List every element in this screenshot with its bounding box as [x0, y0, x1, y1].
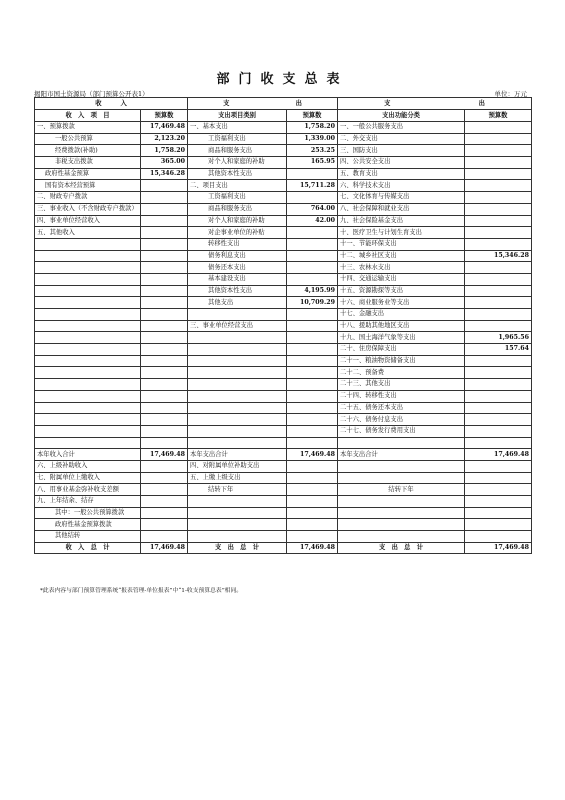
- income-budget: 2,123.20: [141, 133, 188, 145]
- income-budget: [141, 203, 188, 215]
- func-item: 十七、金融支出: [338, 309, 465, 321]
- func-budget: [465, 484, 532, 496]
- econ-item: [188, 355, 287, 367]
- col-budget-3: 预算数: [465, 110, 532, 122]
- income-budget: 17,469.48: [141, 542, 188, 554]
- econ-budget: [287, 425, 338, 437]
- func-item: 一、一般公共服务支出: [338, 122, 465, 134]
- income-budget: 365.00: [141, 157, 188, 169]
- func-budget: [465, 309, 532, 321]
- func-budget: [465, 379, 532, 391]
- func-budget: [465, 192, 532, 204]
- income-budget: [141, 215, 188, 227]
- income-item: [35, 250, 141, 262]
- income-item: 一般公共预算: [35, 133, 141, 145]
- econ-item: [188, 367, 287, 379]
- econ-budget: 4,195.99: [287, 285, 338, 297]
- table-row: [35, 519, 532, 531]
- func-item: [338, 460, 465, 472]
- table-row: [35, 180, 532, 192]
- func-item: 十四、交通运输支出: [338, 273, 465, 285]
- econ-budget: [287, 402, 338, 414]
- income-budget: 1,758.20: [141, 145, 188, 157]
- econ-item: 二、项目支出: [188, 180, 287, 192]
- income-budget: [141, 472, 188, 484]
- table-row: [35, 145, 532, 157]
- func-item: 五、教育支出: [338, 168, 465, 180]
- func-budget: [465, 460, 532, 472]
- econ-budget: [287, 250, 338, 262]
- income-item: [35, 355, 141, 367]
- income-item: 其中：一般公共预算拨款: [35, 507, 141, 519]
- econ-budget: [287, 227, 338, 239]
- income-item: [35, 297, 141, 309]
- econ-budget: 1,758.20: [287, 122, 338, 134]
- func-budget: [465, 355, 532, 367]
- table-row: [35, 297, 532, 309]
- table-row: [35, 285, 532, 297]
- income-item: 非税支出拨款: [35, 157, 141, 169]
- econ-budget: [287, 531, 338, 543]
- econ-item: 一、基本支出: [188, 122, 287, 134]
- func-budget: 17,469.48: [465, 449, 532, 461]
- income-budget: 15,346.28: [141, 168, 188, 180]
- econ-item: 其他支出: [188, 297, 287, 309]
- econ-item: 五、上缴上级支出: [188, 472, 287, 484]
- func-budget: [465, 472, 532, 484]
- func-item: 十八、援助其他地区支出: [338, 320, 465, 332]
- exp2-header-left: 支: [384, 99, 391, 107]
- table-row: [35, 390, 532, 402]
- income-item: 六、上级补助收入: [35, 460, 141, 472]
- func-item: [338, 496, 465, 508]
- income-item: [35, 414, 141, 426]
- func-budget: [465, 507, 532, 519]
- econ-budget: 165.95: [287, 157, 338, 169]
- table-row: [35, 496, 532, 508]
- income-item: 八、用事业基金弥补收支差额: [35, 484, 141, 496]
- income-budget: [141, 484, 188, 496]
- func-item: [338, 531, 465, 543]
- table-row: [35, 414, 532, 426]
- econ-budget: [287, 355, 338, 367]
- exp2-header-right: 出: [478, 99, 485, 107]
- income-item: 九、上年结余、结存: [35, 496, 141, 508]
- func-budget: [465, 215, 532, 227]
- econ-item: [188, 414, 287, 426]
- func-item: 结转下年: [338, 484, 465, 496]
- expenditure-func-group-header: [338, 98, 532, 110]
- econ-item: 对个人和家庭的补助: [188, 215, 287, 227]
- income-item: [35, 273, 141, 285]
- econ-item: 其他资本性支出: [188, 285, 287, 297]
- income-item: 二、财政专户拨款: [35, 192, 141, 204]
- func-item: 十二、城乡社区支出: [338, 250, 465, 262]
- table-row: [35, 542, 532, 554]
- income-budget: [141, 507, 188, 519]
- func-budget: [465, 157, 532, 169]
- income-item: [35, 262, 141, 274]
- table-row: [35, 449, 532, 461]
- income-item: 一、预算拨款: [35, 122, 141, 134]
- income-budget: [141, 460, 188, 472]
- income-budget: [141, 355, 188, 367]
- func-budget: [465, 437, 532, 449]
- func-budget: 1,965.56: [465, 332, 532, 344]
- func-item: [338, 437, 465, 449]
- econ-item: 其他资本性支出: [188, 168, 287, 180]
- table-row: [35, 402, 532, 414]
- income-item: 政府性基金预算: [35, 168, 141, 180]
- econ-budget: [287, 519, 338, 531]
- income-budget: [141, 425, 188, 437]
- table-row: [35, 227, 532, 239]
- func-budget: [465, 390, 532, 402]
- econ-item: [188, 379, 287, 391]
- income-budget: [141, 332, 188, 344]
- econ-item: [188, 390, 287, 402]
- func-item: 二十三、其他支出: [338, 379, 465, 391]
- econ-item: 对企事业单位的补贴: [188, 227, 287, 239]
- income-budget: [141, 238, 188, 250]
- income-item: 政府性基金预算拨款: [35, 519, 141, 531]
- func-budget: [465, 262, 532, 274]
- func-item: 二十五、债务还本支出: [338, 402, 465, 414]
- econ-budget: [287, 379, 338, 391]
- func-budget: [465, 168, 532, 180]
- income-item: [35, 379, 141, 391]
- func-budget: [465, 227, 532, 239]
- func-item: 六、科学技术支出: [338, 180, 465, 192]
- table-row: [35, 168, 532, 180]
- econ-budget: 764.00: [287, 203, 338, 215]
- func-budget: [465, 519, 532, 531]
- econ-budget: [287, 309, 338, 321]
- func-budget: [465, 531, 532, 543]
- func-budget: 17,469.48: [465, 542, 532, 554]
- func-item: 二十二、预备费: [338, 367, 465, 379]
- income-budget: [141, 379, 188, 391]
- econ-item: 工资福利支出: [188, 192, 287, 204]
- income-budget: 17,469.48: [141, 449, 188, 461]
- budget-summary-table: [34, 97, 532, 554]
- econ-budget: [287, 262, 338, 274]
- func-item: 二十六、债务付息支出: [338, 414, 465, 426]
- econ-budget: [287, 367, 338, 379]
- col-budget-2: 预算数: [287, 110, 338, 122]
- income-budget: [141, 262, 188, 274]
- econ-budget: 1,339.00: [287, 133, 338, 145]
- income-budget: [141, 344, 188, 356]
- econ-item: [188, 402, 287, 414]
- income-budget: [141, 250, 188, 262]
- func-item: 支 出 总 计: [338, 542, 465, 554]
- func-item: 七、文化体育与传媒支出: [338, 192, 465, 204]
- econ-budget: [287, 332, 338, 344]
- func-item: 二十、住房保障支出: [338, 344, 465, 356]
- income-item: 三、事业收入（不含财政专户拨款）: [35, 203, 141, 215]
- table-row: [35, 192, 532, 204]
- income-group-header: 收 入: [35, 98, 188, 110]
- econ-item: [188, 309, 287, 321]
- econ-item: [188, 425, 287, 437]
- econ-item: 本年支出合计: [188, 449, 287, 461]
- income-item: 国有资本经营预算: [35, 180, 141, 192]
- econ-item: [188, 496, 287, 508]
- table-row: [35, 531, 532, 543]
- func-item: 二十四、转移性支出: [338, 390, 465, 402]
- func-budget: [465, 122, 532, 134]
- econ-budget: [287, 507, 338, 519]
- econ-item: 商品和服务支出: [188, 203, 287, 215]
- income-item: 本年收入合计: [35, 449, 141, 461]
- income-item: 七、附属单位上缴收入: [35, 472, 141, 484]
- func-item: 十三、农林水支出: [338, 262, 465, 274]
- econ-budget: 10,709.29: [287, 297, 338, 309]
- econ-budget: [287, 390, 338, 402]
- func-item: 九、社会保险基金支出: [338, 215, 465, 227]
- econ-budget: [287, 238, 338, 250]
- func-item: 二十一、粮油物资储备支出: [338, 355, 465, 367]
- econ-item: [188, 519, 287, 531]
- func-budget: [465, 496, 532, 508]
- econ-budget: 253.25: [287, 145, 338, 157]
- func-budget: [465, 367, 532, 379]
- econ-budget: 15,711.28: [287, 180, 338, 192]
- table-row: [35, 320, 532, 332]
- table-row: [35, 332, 532, 344]
- col-func-category: 支出功能分类: [338, 110, 465, 122]
- econ-item: 工资福利支出: [188, 133, 287, 145]
- exp-header-left: 支: [223, 99, 230, 107]
- footnote: *此表内容与部门预算管理系统“报表管理-单位报表”中“1-收支预算总表”相同。: [40, 588, 243, 594]
- income-budget: [141, 367, 188, 379]
- econ-budget: [287, 484, 338, 496]
- func-budget: [465, 133, 532, 145]
- income-item: 四、事业单位经营收入: [35, 215, 141, 227]
- func-item: 十一、节能环保支出: [338, 238, 465, 250]
- table-row: [35, 203, 532, 215]
- table-row: [35, 484, 532, 496]
- func-item: 二、外交支出: [338, 133, 465, 145]
- table-row: [35, 215, 532, 227]
- func-budget: [465, 238, 532, 250]
- income-budget: [141, 227, 188, 239]
- income-item: [35, 367, 141, 379]
- income-item: 收 入 总 计: [35, 542, 141, 554]
- income-budget: [141, 192, 188, 204]
- table-row: [35, 133, 532, 145]
- econ-budget: [287, 496, 338, 508]
- econ-item: 对个人和家庭的补助: [188, 157, 287, 169]
- income-budget: [141, 437, 188, 449]
- econ-budget: [287, 192, 338, 204]
- econ-budget: [287, 168, 338, 180]
- econ-item: [188, 507, 287, 519]
- econ-budget: [287, 472, 338, 484]
- income-budget: [141, 531, 188, 543]
- income-item: [35, 402, 141, 414]
- func-item: [338, 472, 465, 484]
- table-row: [35, 460, 532, 472]
- func-budget: [465, 145, 532, 157]
- econ-budget: [287, 344, 338, 356]
- econ-item: 四、对附属单位补助支出: [188, 460, 287, 472]
- income-budget: [141, 285, 188, 297]
- income-budget: [141, 320, 188, 332]
- func-budget: 15,346.28: [465, 250, 532, 262]
- col-budget-1: 预算数: [141, 110, 188, 122]
- func-item: 三、国防支出: [338, 145, 465, 157]
- func-item: 二十七、债务发行费用支出: [338, 425, 465, 437]
- table-row: [35, 122, 532, 134]
- table-row: [35, 309, 532, 321]
- econ-item: 三、事业单位经营支出: [188, 320, 287, 332]
- table-row: [35, 425, 532, 437]
- econ-item: 债务利息支出: [188, 250, 287, 262]
- unit-label: 揭阳市国土资源局（部门预算公开表1）: [34, 90, 149, 98]
- income-item: [35, 320, 141, 332]
- func-item: 四、公共安全支出: [338, 157, 465, 169]
- econ-budget: [287, 460, 338, 472]
- econ-item: [188, 332, 287, 344]
- income-budget: [141, 496, 188, 508]
- income-budget: [141, 297, 188, 309]
- table-row: [35, 262, 532, 274]
- table-row: [35, 157, 532, 169]
- econ-item: [188, 531, 287, 543]
- col-income-item: 收 入 项 目: [35, 110, 141, 122]
- econ-item: [188, 437, 287, 449]
- income-budget: [141, 273, 188, 285]
- page-title: 部门收支总表: [216, 72, 349, 87]
- econ-budget: [287, 414, 338, 426]
- func-item: 十六、商业服务业等支出: [338, 297, 465, 309]
- func-budget: [465, 273, 532, 285]
- econ-budget: [287, 320, 338, 332]
- income-budget: [141, 402, 188, 414]
- income-item: [35, 437, 141, 449]
- econ-budget: 17,469.48: [287, 449, 338, 461]
- income-item: [35, 390, 141, 402]
- econ-item: 转移性支出: [188, 238, 287, 250]
- func-budget: [465, 180, 532, 192]
- income-item: [35, 344, 141, 356]
- table-row: [35, 238, 532, 250]
- table-row: [35, 379, 532, 391]
- unit-note: 单位：万元: [494, 90, 527, 98]
- func-budget: [465, 203, 532, 215]
- income-item: [35, 332, 141, 344]
- income-budget: 17,469.48: [141, 122, 188, 134]
- func-budget: 157.64: [465, 344, 532, 356]
- table-row: [35, 437, 532, 449]
- income-item: 经费拨款(补助): [35, 145, 141, 157]
- econ-budget: 17,469.48: [287, 542, 338, 554]
- func-item: 十、医疗卫生与计划生育支出: [338, 227, 465, 239]
- table-row: [35, 472, 532, 484]
- econ-item: 支 出 总 计: [188, 542, 287, 554]
- income-item: 五、其他收入: [35, 227, 141, 239]
- table-row: [35, 273, 532, 285]
- income-item: [35, 309, 141, 321]
- income-item: 其他结转: [35, 531, 141, 543]
- func-budget: [465, 425, 532, 437]
- econ-item: 基本建设支出: [188, 273, 287, 285]
- econ-item: 结转下年: [188, 484, 287, 496]
- func-item: 十九、国土海洋气象等支出: [338, 332, 465, 344]
- table-row: [35, 355, 532, 367]
- econ-item: 商品和服务支出: [188, 145, 287, 157]
- table-row: [35, 367, 532, 379]
- func-budget: [465, 297, 532, 309]
- econ-item: 债务还本支出: [188, 262, 287, 274]
- table-row: [35, 507, 532, 519]
- func-item: 本年支出合计: [338, 449, 465, 461]
- table-row: [35, 344, 532, 356]
- expenditure-econ-group-header: [188, 98, 338, 110]
- col-econ-category: 支出项目类别: [188, 110, 287, 122]
- func-item: [338, 507, 465, 519]
- income-budget: [141, 519, 188, 531]
- func-budget: [465, 285, 532, 297]
- income-budget: [141, 309, 188, 321]
- econ-budget: 42.00: [287, 215, 338, 227]
- econ-budget: [287, 273, 338, 285]
- exp-header-right: 出: [295, 99, 302, 107]
- econ-budget: [287, 437, 338, 449]
- func-item: 八、社会保障和就业支出: [338, 203, 465, 215]
- econ-item: [188, 344, 287, 356]
- table-row: [35, 250, 532, 262]
- func-item: [338, 519, 465, 531]
- income-item: [35, 238, 141, 250]
- func-budget: [465, 320, 532, 332]
- func-item: 十五、资源勘探等支出: [338, 285, 465, 297]
- func-budget: [465, 402, 532, 414]
- income-budget: [141, 414, 188, 426]
- income-budget: [141, 180, 188, 192]
- income-item: [35, 285, 141, 297]
- income-item: [35, 425, 141, 437]
- income-budget: [141, 390, 188, 402]
- func-budget: [465, 414, 532, 426]
